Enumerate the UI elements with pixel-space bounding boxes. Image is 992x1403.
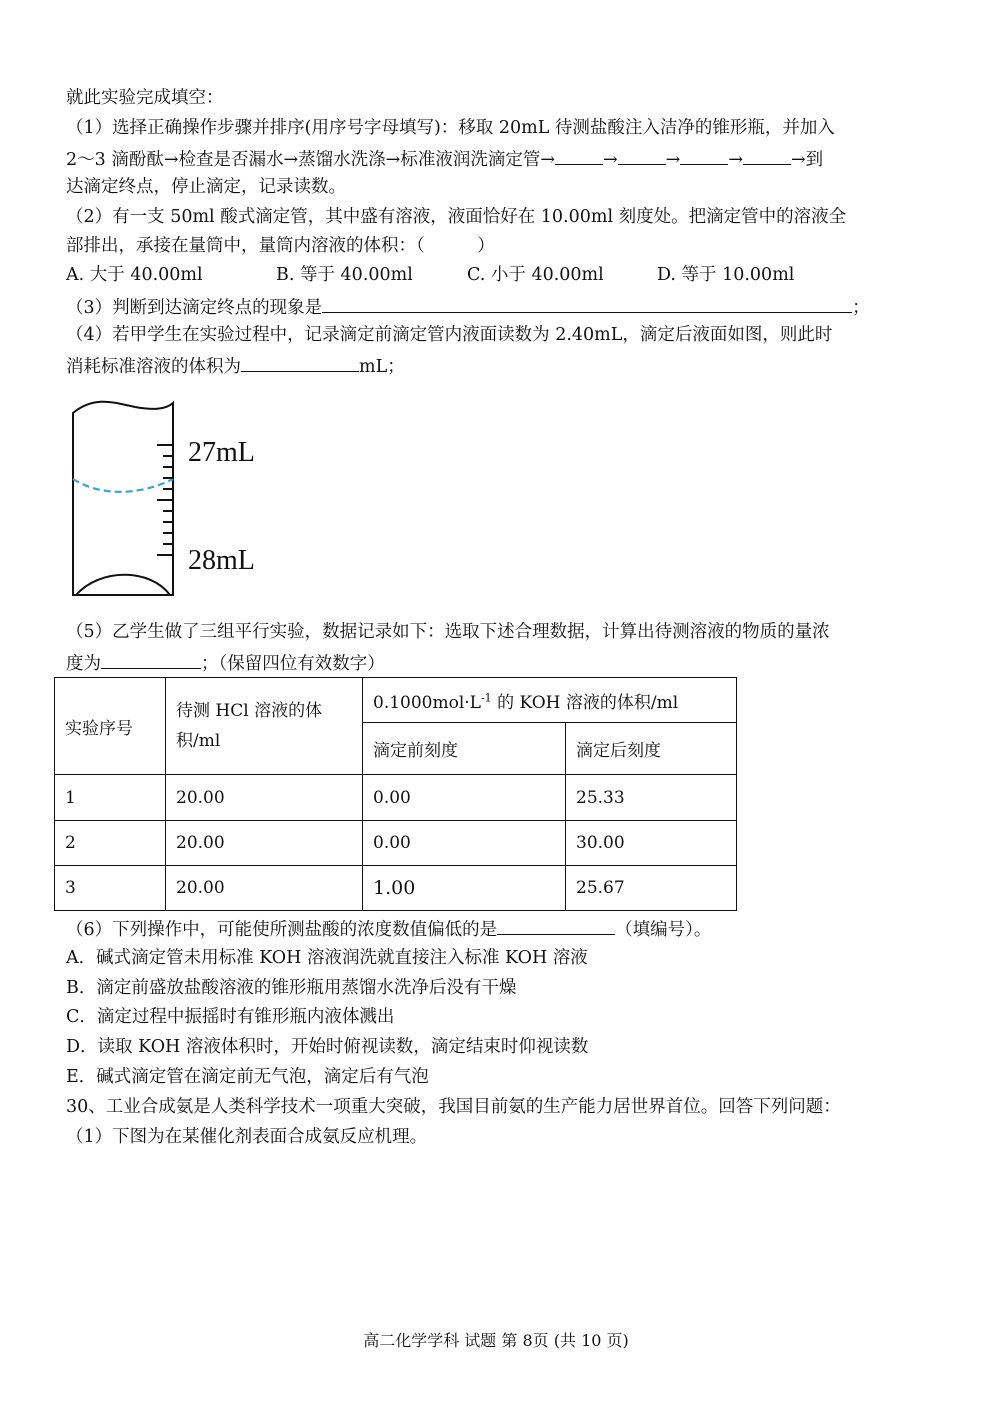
table-row (55, 775, 737, 821)
q6-option-e: E．碱式滴定管在滴定前无气泡，滴定后有气泡 (66, 1067, 429, 1087)
q30-line: 30、工业合成氨是人类科学技术一项重大突破，我国目前氨的生产能力居世界首位。回答下列问题： (66, 1097, 841, 1117)
q4-unit: mL； (359, 357, 405, 377)
cell-before: 1.00 (363, 866, 566, 911)
cell-hcl: 20.00 (166, 866, 363, 911)
answer-blank[interactable] (680, 146, 728, 165)
arrow: → (728, 150, 743, 170)
answer-blank[interactable] (555, 146, 603, 165)
cell-before: 0.00 (363, 775, 566, 821)
q6-option-c: C．滴定过程中振摇时有锥形瓶内液体溅出 (66, 1007, 395, 1027)
q30-part-1: （1）下图为在某催化剂表面合成氨反应机理。 (66, 1127, 428, 1147)
q5-text: 度为 (66, 654, 101, 674)
q1-line-2 (66, 146, 823, 172)
titration-data-table (54, 677, 737, 911)
q1-text: 2～3 滴酚酞→检查是否漏水→蒸馏水洗涤→标准液润洗滴定管→ (66, 150, 555, 170)
arrow-end: →到 (791, 150, 824, 170)
cell-seq: 1 (55, 775, 166, 821)
q3-end: ； (852, 298, 870, 318)
q6-text: （6）下列操作中，可能使所测盐酸的浓度数值偏低的是 (66, 920, 498, 940)
cell-after: 30.00 (566, 821, 737, 866)
answer-blank[interactable] (497, 916, 615, 935)
q6-option-b: B．滴定前盛放盐酸溶液的锥形瓶用蒸馏水洗净后没有干燥 (66, 978, 517, 998)
cell-after: 25.33 (566, 775, 737, 821)
burette-figure (60, 395, 290, 600)
q2-option-d: D. 等于 10.00ml (657, 265, 795, 285)
label-28ml: 28mL (188, 545, 255, 576)
q5-line-1: （5）乙学生做了三组平行实验，数据记录如下：选取下述合理数据，计算出待测溶液的物质的量浓 (66, 622, 830, 642)
answer-blank[interactable] (101, 650, 201, 669)
liquid-meniscus (73, 479, 173, 492)
header-koh-volume (363, 678, 737, 723)
cell-after: 25.67 (566, 866, 737, 911)
q2-option-c: C. 小于 40.00ml (467, 265, 604, 285)
header-before: 滴定前刻度 (363, 723, 566, 775)
q6-line (66, 916, 711, 942)
cell-before: 0.00 (363, 821, 566, 866)
arrow: → (665, 150, 681, 170)
cell-seq: 2 (55, 821, 166, 866)
table-row (55, 821, 737, 866)
header-koh-pre: 0.1000mol·L (373, 692, 481, 713)
q4-text: 消耗标准溶液的体积为 (66, 357, 241, 377)
q3-text: （3）判断到达滴定终点的现象是 (66, 298, 323, 318)
header-seq: 实验序号 (55, 678, 166, 775)
answer-blank[interactable] (241, 353, 359, 372)
header-hcl-volume: 待测 HCl 溶液的体积/ml (166, 678, 363, 775)
label-27ml: 27mL (188, 437, 255, 468)
answer-blank[interactable] (618, 146, 666, 165)
scale-ticks (157, 445, 173, 555)
page-footer: 高二化学学科 试题 第 8页 (共 10 页) (363, 1331, 629, 1350)
cell-hcl: 20.00 (166, 775, 363, 821)
q2-line-2: 部排出，承接在量筒中，量筒内溶液的体积：（ ） (66, 236, 495, 256)
q2-option-b: B. 等于 40.00ml (276, 265, 413, 285)
answer-blank[interactable] (322, 294, 852, 313)
q1-line-3: 达滴定终点，停止滴定，记录读数。 (66, 177, 346, 197)
header-koh-post: 的 KOH 溶液的体积/ml (491, 692, 679, 713)
q6-option-a: A．碱式滴定管未用标准 KOH 溶液润洗就直接注入标准 KOH 溶液 (66, 948, 588, 968)
table-row (55, 866, 737, 911)
cell-hcl: 20.00 (166, 821, 363, 866)
q2-option-a: A. 大于 40.00ml (66, 265, 203, 285)
answer-blank[interactable] (743, 146, 791, 165)
q5-note: ；（保留四位有效数字） (201, 654, 385, 674)
q5-line-2 (66, 650, 385, 676)
q4-line-1: （4）若甲学生在实验过程中，记录滴定前滴定管内液面读数为 2.40mL，滴定后液面如图，则此时 (66, 325, 833, 345)
q4-line-2 (66, 353, 405, 379)
burette-outline (73, 402, 173, 595)
header-koh-sup: -1 (480, 690, 492, 704)
burette-bottom-meniscus (76, 575, 170, 595)
q3-line (66, 294, 870, 320)
header-after: 滴定后刻度 (566, 723, 737, 775)
q1-line-1: （1）选择正确操作步骤并排序(用序号字母填写)：移取 20mL 待测盐酸注入洁净的锥形瓶，并加入 (66, 118, 835, 138)
cell-seq: 3 (55, 866, 166, 911)
q6-option-d: D．读取 KOH 溶液体积时，开始时俯视读数，滴定结束时仰视读数 (66, 1037, 589, 1057)
q6-note: （填编号）。 (615, 920, 712, 940)
line-intro: 就此实验完成填空： (66, 88, 224, 108)
arrow: → (602, 150, 618, 170)
q2-line-1: （2）有一支 50ml 酸式滴定管，其中盛有溶液，液面恰好在 10.00ml 刻度处。把滴定管中的溶液全 (66, 207, 847, 227)
